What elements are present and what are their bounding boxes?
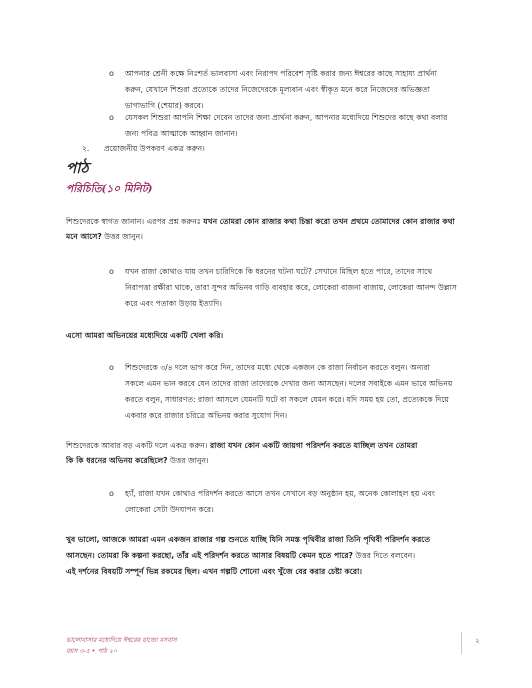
- final-paragraph: খুব ভালো, আজকে আমরা এমন একজন রাজার গল্প শুনতে যাচ্ছি যিনি সমস্ত পৃথিবীর রাজা তিনি পৃথিবী পরিদর্শন করতে আসছেন। তোমরা কি কল্পনা করছো, তাঁর এই পরিদর্শন করতে আসার বিষয়টি কেমন হতে পারে? উত্তর দিতে বলবেন। এই দর্শনের বিষয়টি সম্পূর্ন ভিন্ন রকমের ছিল। এখন গল্পটি শোনো এবং খুঁজে বের করার চেষ্টা করো।: [66, 535, 431, 576]
- activity-title: এসো আমরা অভিনয়ের মধ্যেদিয়ে একটি খেলা করি।: [66, 331, 224, 340]
- bullet-marker: o: [109, 69, 114, 78]
- bullet-text: যখন রাজা কোথাও যায় তখন চারিদিকে কি ধরনের ঘটনা ঘটে? সেখানে মিছিল হতে পারে, তাদের সাথে নিরাপত্তা রক্ষীরা থাকে, তারা সুন্দর অভিনব গাড়ি ব্যবহার করে, লোকেরা বাজনা বাজায়, লোকেরা আনন্দ উল্লাস করে এবং পতাকা উড়ায় ইত্যাদি।: [125, 267, 457, 308]
- list-item: [109, 360, 469, 424]
- bullet-text: আপনার শ্রেনী কক্ষে নিঃশর্ত ভালবাসা এবং নিরাপদ পরিবেশ সৃষ্টি করার জন্য ঈশ্বরের কাছে সাহায্য প্রার্থনা করুন, যেখানে শিশুরা প্রত্যেকে তাদের নিজেদেরকে মূল্যবান এবং স্বীকৃত মনে করে নিজেদের অভিজ্ঞতা ভাগাভাগি (শেয়ার) করবে।: [125, 69, 437, 110]
- bullet-marker: o: [109, 113, 114, 122]
- numbered-item: [82, 141, 462, 157]
- intro-heading: পরিচিতি(১০ মিনিট): [66, 183, 153, 195]
- group-paragraph: শিশুদেরকে আবার বড় একটি দলে একত্র করুন। রাজা যখন কোন একটি জায়গা পরিদর্শন করতে যাচ্ছিল তখন তোমরা কি কি ধরনের অভিনয় করেছিলে? উত্তর জানুন।: [66, 441, 418, 465]
- list-item: [109, 66, 469, 114]
- bullet-text: যেসকল শিশুরা আপনি শিক্ষা দেবেন তাদের জন্য প্রার্থনা করুন, আপনার মধ্যেদিয়ে শিশুদের কাছে কথা বলার জন্য পবিত্র আত্মাকে আহ্বান জানান।: [125, 113, 448, 138]
- list-item: [109, 486, 469, 518]
- list-item: [109, 264, 469, 312]
- bullet-marker: o: [109, 267, 114, 276]
- page-number: ২: [475, 637, 480, 645]
- item-text: প্রয়োজনীয় উপকরণ একত্র করুন।: [104, 144, 205, 153]
- footer-title: ভালোবাসার মধ্যেদিয়ে ঈশ্বরের রাজ্যে বসবাস: [66, 637, 177, 644]
- bullet-marker: o: [109, 489, 114, 498]
- lesson-heading: পাঠ: [66, 159, 89, 177]
- intro-paragraph: শিশুদেরকে স্বাগত জানান। এরপর প্রশ্ন করুনঃ যখন তোমরা কোন রাজার কথা চিন্তা করো তখন প্রথমে তোমাদের কোন রাজার কথা মনে আসে? উত্তর জানুন।: [66, 217, 455, 241]
- bullet-text: শিশুদেরকে ৩/৪ দলে ভাগ করে দিন, তাদের মধ্যে থেকে একজন কে রাজা নির্বাচন করতে বলুন। অন্যরা সকলে এমন ভান করবে যেন তাদের রাজা তাদেরকে দেখার জন্য আসছেন। দলের সবাইকে এমন ভাবে অভিনয় করতে বলুন, সাধারণত: রাজা আসলে যেমনটি ঘটে বা সকলে যেমন করে। যদি সময় হয় তো, প্রত্যেককে দিয়ে একবার করে রাজার চরিত্রে অভিনয় করার সুযোগ দিন।: [125, 363, 453, 420]
- footer-divider: [461, 632, 462, 654]
- item-number: ২.: [82, 144, 90, 153]
- footer-subtitle: বয়স ৩-৫ • পাঠ ২০: [66, 648, 118, 655]
- bullet-text: হ্যাঁ, রাজা যখন কোথাও পরিদর্শন করতে আসে তখন সেখানে বড় অনুষ্ঠান হয়, অনেক কোলাহল হয় এবং লোকেরা সেটা উদযাপন করে।: [125, 489, 435, 514]
- list-item: [109, 110, 469, 142]
- bullet-marker: o: [109, 363, 114, 372]
